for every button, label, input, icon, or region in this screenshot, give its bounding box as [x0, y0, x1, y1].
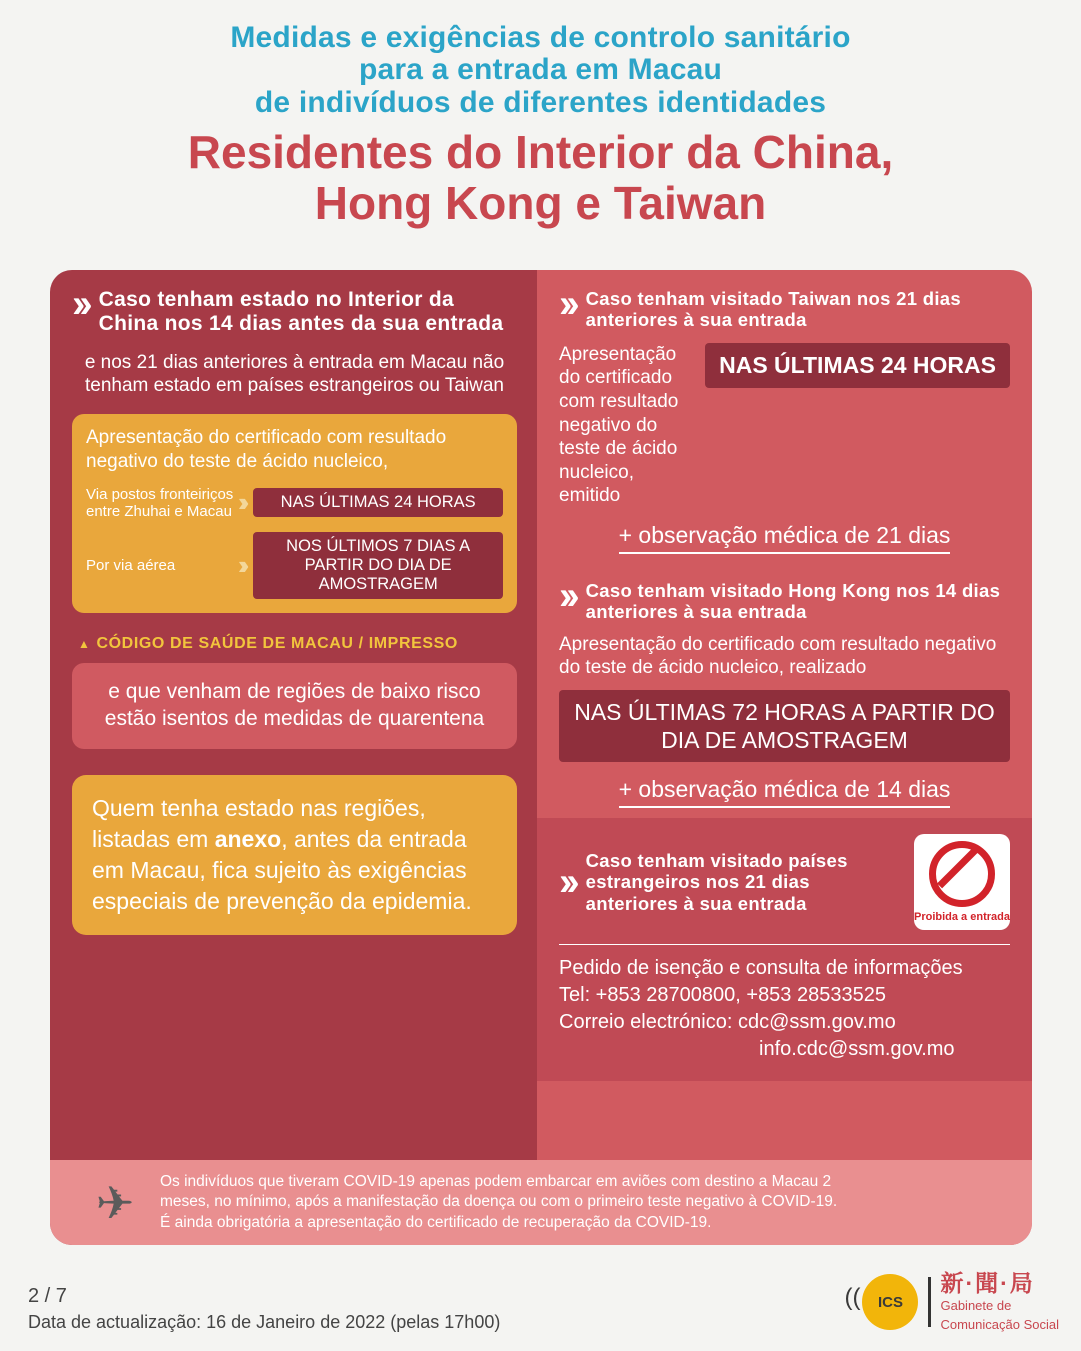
health-code-label: CÓDIGO DE SAÚDE DE MACAU / IMPRESSO: [96, 635, 458, 653]
hk-band: NAS ÚLTIMAS 72 HORAS A PARTIR DO DIA DE AMOSTRAGEM: [559, 690, 1010, 762]
taiwan-heading: Caso tenham visitado Taiwan nos 21 dias anteriores à sua entrada: [585, 288, 961, 331]
hk-text: Apresentação do certificado com resultado negativo do teste de ácido nucleico, realizado: [559, 633, 997, 679]
foreign-heading: Caso tenham visitado países estrangeiros nos 21 dias anteriores à sua entrada: [585, 849, 848, 914]
chevron-right-icon: ››: [238, 550, 244, 581]
left-row-air-label: Por via aérea: [86, 557, 176, 575]
left-heading: Caso tenham estado no Interior da China nos 14 dias antes da sua entrada: [98, 288, 504, 336]
left-row-land: [86, 486, 503, 521]
no-entry-caption: Proibida a entrada: [914, 910, 1010, 923]
chevron-right-icon: ››: [559, 282, 574, 326]
left-amber-box: [72, 775, 517, 935]
left-row-air-value: NOS ÚLTIMOS 7 DIAS A PARTIR DO DIA DE AMOSTRAGEM: [253, 532, 503, 599]
health-code-line: [78, 635, 517, 653]
logo-chinese: 新·聞·局: [940, 1270, 1035, 1297]
no-entry-ring: [929, 841, 995, 907]
taiwan-heading-row: [559, 282, 1010, 331]
footer-note-line-1: Os indivíduos que tiveram COVID-19 apenas podem embarcar em aviões com destino a Macau 2: [160, 1173, 832, 1191]
taiwan-text: Apresentação do certificado com resultado negativo do teste de ácido nucleico, emitido: [559, 343, 679, 507]
page-number: 2 / 7: [28, 1285, 67, 1307]
logo-text: [940, 1272, 1059, 1332]
taiwan-detail-row: [559, 343, 1010, 508]
left-orange-title: Apresentação do certificado com resultado negativo do teste de ácido nucleico,: [86, 427, 447, 472]
logo-divider: [928, 1277, 931, 1327]
chevron-right-icon: ››: [559, 859, 574, 904]
amber-text-part2: , antes da entrada em Macau, fica sujeito às exigências especiais de prevenção da epidemia.: [92, 825, 472, 915]
left-orange-box: [72, 414, 517, 613]
logo-badge: ICS: [862, 1274, 918, 1330]
right-bottom-section: [537, 818, 1032, 1081]
left-rose-box: e que venham de regiões de baixo risco estão isentos de medidas de quarentena: [72, 663, 517, 749]
contact-block: [559, 955, 1010, 1063]
footer-note-line-2: meses, no mínimo, após a manifestação da doença ou com o primeiro teste negativo à COVID-19.: [160, 1193, 838, 1211]
contact-line-2: Tel: +853 28700800, +853 28533525: [559, 983, 886, 1006]
chevron-right-icon: ››: [559, 573, 574, 618]
hk-observation: + observação médica de 14 dias: [619, 776, 951, 808]
right-column: [537, 270, 1032, 1245]
footer-note: [50, 1160, 1032, 1245]
left-column: [50, 270, 537, 1245]
amber-text-highlight: anexo: [214, 825, 282, 852]
logo-pt-1: Gabinete de: [940, 1298, 1012, 1314]
contact-line-1: Pedido de isenção e consulta de informações: [559, 956, 963, 979]
left-subtext: e nos 21 dias anteriores à entrada em Macau não tenham estado em países estrangeiros ou Taiwan: [84, 351, 505, 397]
foreign-row: [559, 834, 1010, 930]
page-header: [0, 0, 1081, 228]
bottom-meta: [28, 1285, 500, 1333]
sound-wave-icon: ((: [844, 1284, 861, 1311]
chevron-right-icon: ››: [72, 282, 87, 326]
header-subtitle: Medidas e exigências de controlo sanitário para a entrada em Macau de indivíduos de diferentes identidades: [230, 21, 851, 119]
right-top-section: [537, 270, 1032, 818]
triangle-up-icon: ▲: [78, 637, 91, 652]
footer-note-line-3: É ainda obrigatória a apresentação do certificado de recuperação da COVID-19.: [160, 1213, 712, 1231]
left-row-land-label: Via postos fronteiriços entre Zhuhai e Macau: [86, 485, 234, 520]
divider: [559, 944, 1010, 945]
footer-note-text: [160, 1172, 837, 1232]
logo-mark-icon: [844, 1272, 918, 1332]
page-title: Residentes do Interior da China, Hong Kong e Taiwan: [187, 126, 894, 229]
taiwan-observation: + observação médica de 21 dias: [619, 522, 951, 554]
left-row-land-value: NAS ÚLTIMAS 24 HORAS: [253, 488, 503, 517]
airplane-icon: ✈: [95, 1176, 135, 1229]
amber-text-part1: Quem tenha estado nas regiões, listadas em: [92, 794, 426, 852]
hk-heading-row: [559, 573, 1010, 623]
left-row-air: [86, 532, 503, 599]
left-heading-row: [72, 282, 517, 337]
main-panel: [50, 270, 1032, 1245]
gcs-logo: [844, 1272, 1059, 1332]
contact-line-4: info.cdc@ssm.gov.mo: [759, 1037, 955, 1060]
contact-line-3: Correio electrónico: cdc@ssm.gov.mo: [559, 1010, 896, 1033]
logo-pt-2: Comunicação Social: [940, 1316, 1059, 1332]
taiwan-pill: NAS ÚLTIMAS 24 HORAS: [705, 343, 1010, 388]
hk-heading: Caso tenham visitado Hong Kong nos 14 dias anteriores à sua entrada: [585, 579, 1001, 623]
update-date: Data de actualização: 16 de Janeiro de 2022 (pelas 17h00): [28, 1312, 501, 1332]
chevron-right-icon: ››: [238, 487, 244, 518]
no-entry-icon: [914, 834, 1010, 930]
